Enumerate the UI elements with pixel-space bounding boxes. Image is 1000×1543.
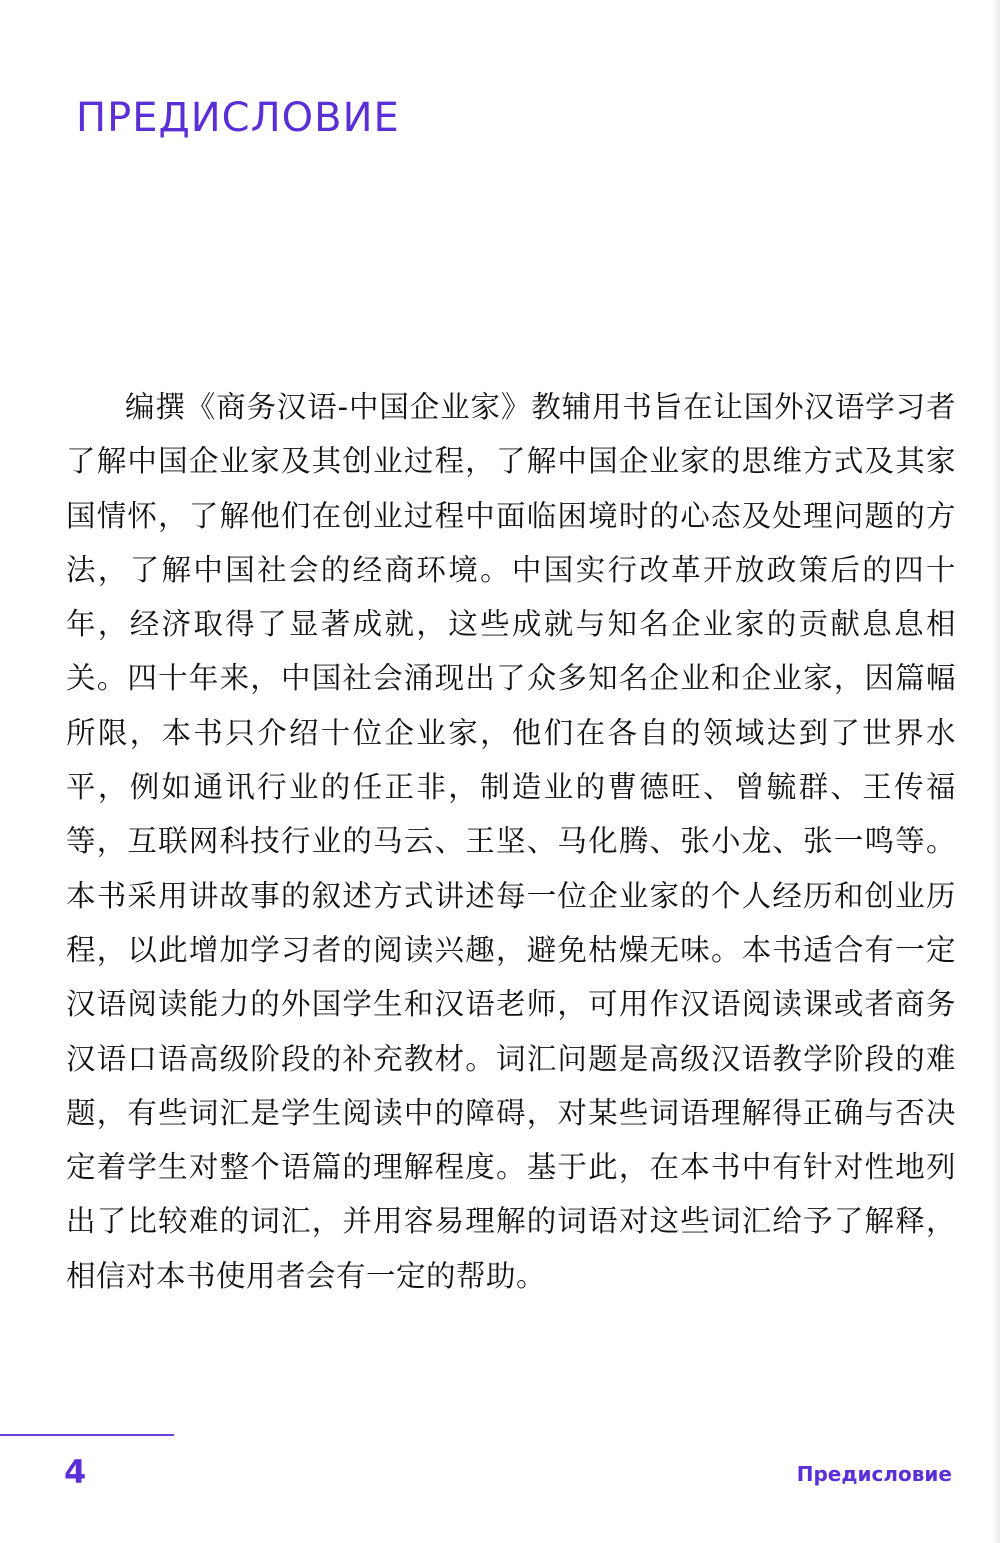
page-edge [992,0,1000,1543]
footer-rule [0,1434,174,1436]
preface-paragraph: 编撰《商务汉语-中国企业家》教辅用书旨在让国外汉语学习者了解中国企业家及其创业过程，了解中国企业家的思维方式及其家国情怀，了解他们在创业过程中面临困境时的心态及处理问题的方法，了解中国社会的经商环境。中国实行改革开放政策后的四十年，经济取得了显著成就，这些成就与知名企业家的贡献息息相关。四十年来，中国社会涌现出了众多知名企业和企业家，因篇幅所限，本书只介绍十位企业家，他们在各自的领域达到了世界水平，例如通讯行业的任正非，制造业的曹德旺、曾毓群、王传福等，互联网科技行业的马云、王坚、马化腾、张小龙、张一鸣等。本书采用讲故事的叙述方式讲述每一位企业家的个人经历和创业历程，以此增加学习者的阅读兴趣，避免枯燥无味。本书适合有一定汉语阅读能力的外国学生和汉语老师，可用作汉语阅读课或者商务汉语口语高级阶段的补充教材。词汇问题是高级汉语教学阶段的难题，有些词汇是学生阅读中的障碍，对某些词语理解得正确与否决定着学生对整个语篇的理解程度。基于此，在本书中有针对性地列出了比较难的词汇，并用容易理解的词语对这些词汇给予了解释，相信对本书使用者会有一定的帮助。 [66,390,956,1293]
running-footer-title: Предисловие [796,1462,952,1486]
page-number: 4 [64,1453,87,1491]
chapter-title: ПРЕДИСЛОВИЕ [76,95,400,141]
